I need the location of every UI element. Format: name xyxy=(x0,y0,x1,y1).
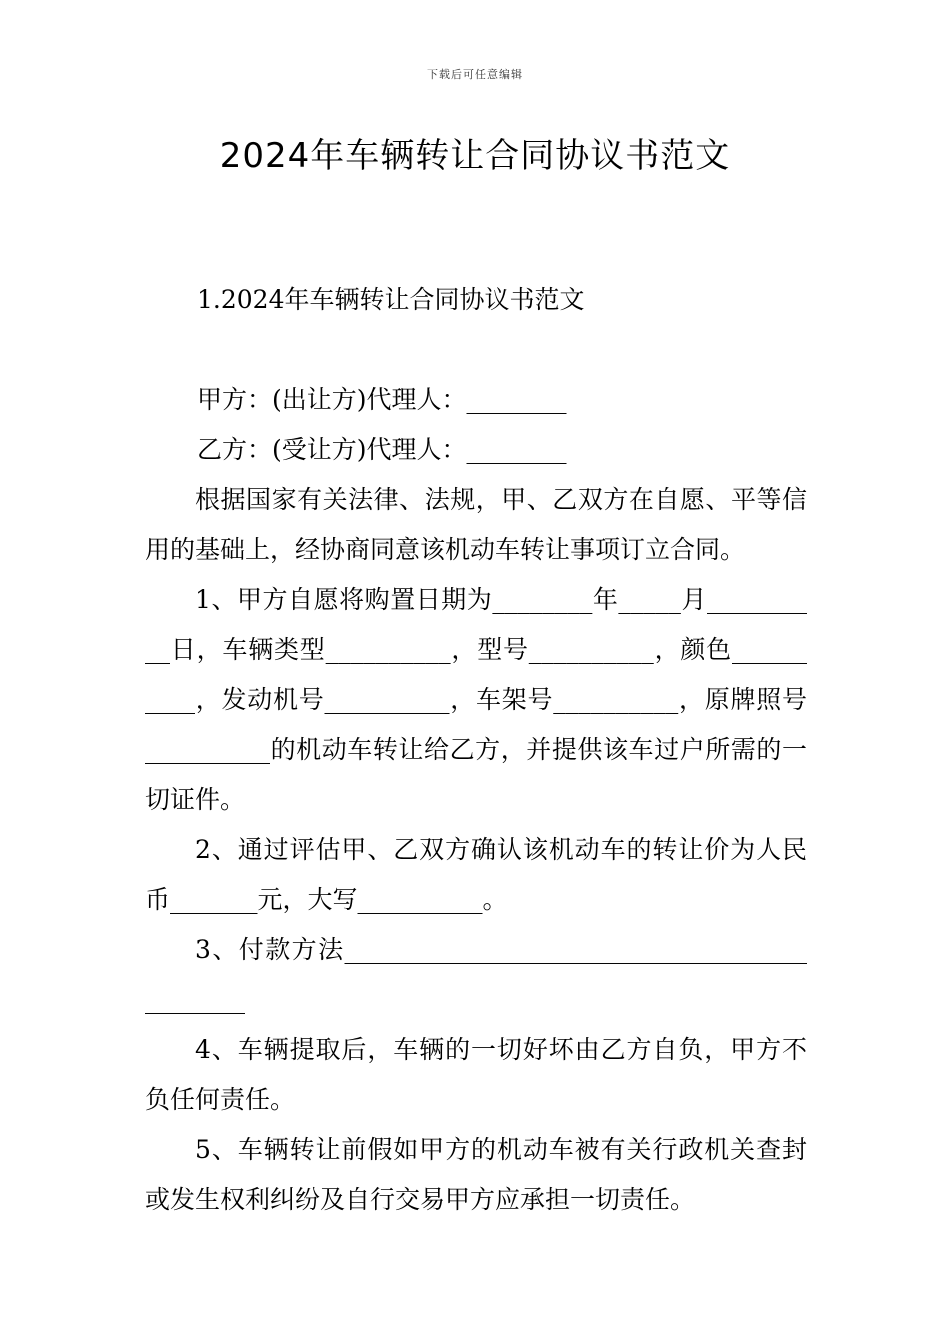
paragraph-preamble: 根据国家有关法律、法规，甲、乙双方在自愿、平等信用的基础上，经协商同意该机动车转让事项订立合同。 xyxy=(145,485,807,564)
party-a-line: 甲方：(出让方)代理人：________ xyxy=(197,385,567,414)
paragraph-clause-4: 4、车辆提取后，车辆的一切好坏由乙方自负，甲方不负任何责任。 xyxy=(145,1035,807,1114)
header-note: 下载后可任意编辑 xyxy=(427,68,523,81)
section-heading: 1.2024年车辆转让合同协议书范文 xyxy=(197,285,585,314)
document-title: 2024年车辆转让合同协议书范文 xyxy=(219,136,731,176)
paragraph-clause-1: 1、甲方自愿将购置日期为________年_____月__________日，车辆类型__________，型号__________，颜色__________，发动机号__________，车架号__________，原牌照号__________的机动车转让给乙方，并提供该车过户所需的一切证件。 xyxy=(145,585,807,814)
paragraph-clause-5: 5、车辆转让前假如甲方的机动车被有关行政机关查封或发生权利纠纷及自行交易甲方应承担一切责任。 xyxy=(145,1135,807,1214)
paragraph-clause-3: 3、付款方法_____________________________________________ xyxy=(145,935,807,1014)
party-b-line: 乙方：(受让方)代理人：________ xyxy=(197,435,567,464)
paragraph-clause-2: 2、通过评估甲、乙双方确认该机动车的转让价为人民币_______元，大写__________。 xyxy=(145,835,807,914)
